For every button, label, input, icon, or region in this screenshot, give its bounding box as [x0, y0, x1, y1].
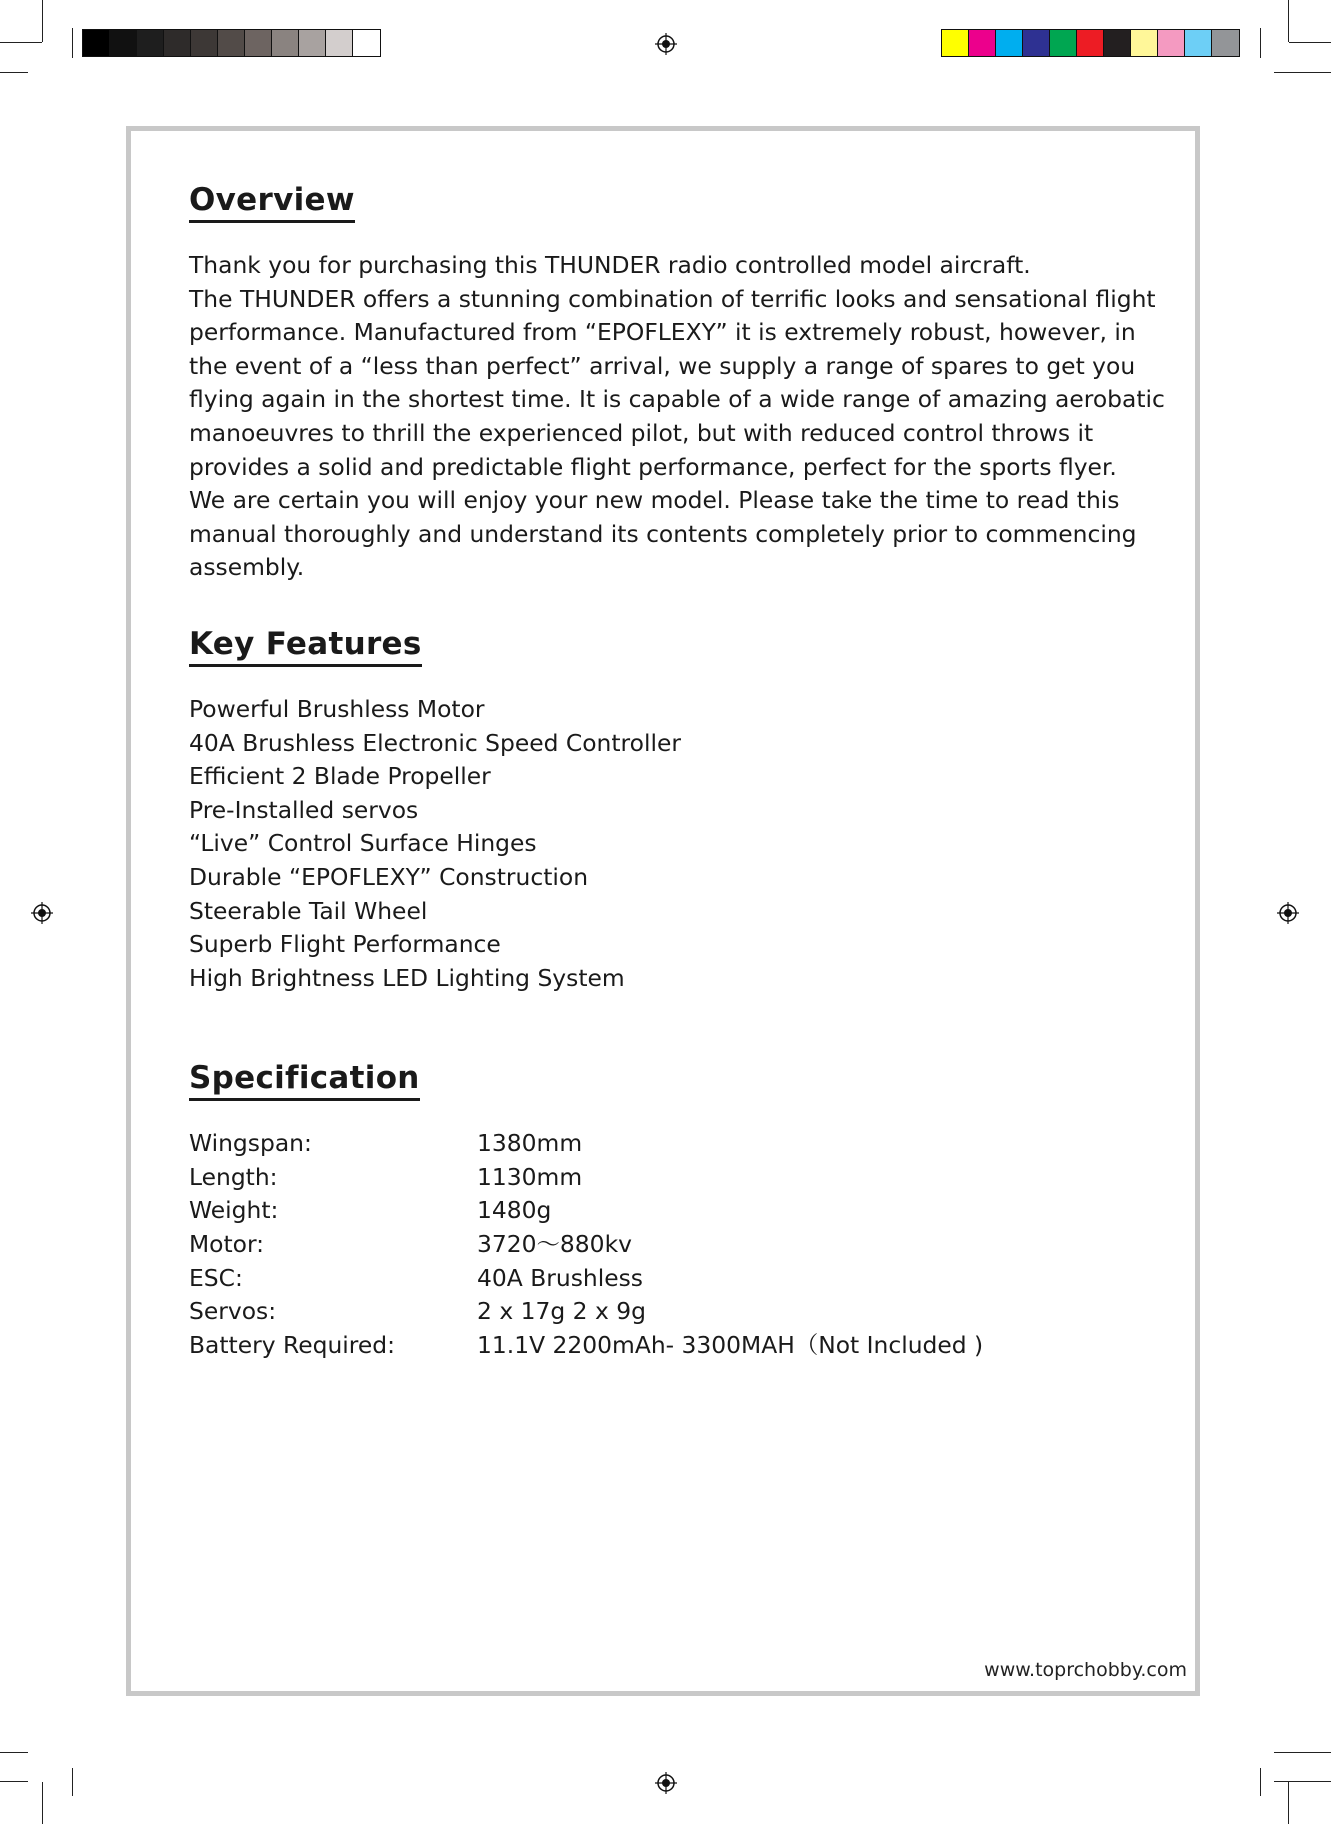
spec-value: 1380mm — [477, 1129, 583, 1158]
crop-mark — [42, 0, 43, 42]
spec-value: 3720～880kv — [477, 1230, 632, 1259]
spec-value: 40A Brushless — [477, 1263, 643, 1292]
overview-line: manual thoroughly and understand its contents completely prior to commencing — [189, 519, 1137, 548]
spec-label: Servos: — [189, 1297, 277, 1326]
overview-line: assembly. — [189, 553, 305, 582]
overview-line: We are certain you will enjoy your new model. Please take the time to read this — [189, 486, 1120, 515]
crop-mark — [0, 72, 28, 73]
specification-heading: Specification — [189, 1059, 420, 1101]
spec-label: Battery Required: — [189, 1330, 395, 1359]
color-swatch — [1050, 30, 1077, 56]
overview-line: The THUNDER offers a stunning combination of terrific looks and sensational flight — [189, 284, 1156, 313]
color-swatch — [942, 30, 969, 56]
key-features-heading: Key Features — [189, 625, 422, 667]
overview-line: the event of a “less than perfect” arrival, we supply a range of spares to get you — [189, 351, 1136, 380]
gray-swatch — [299, 30, 326, 56]
grayscale-calibration-bar — [82, 29, 381, 57]
crop-mark — [1260, 1768, 1261, 1796]
specification-table — [189, 1127, 983, 1362]
overview-heading: Overview — [189, 181, 355, 223]
feature-item: Durable “EPOFLEXY” Construction — [189, 862, 589, 891]
gray-swatch — [191, 30, 218, 56]
feature-item: “Live” Control Surface Hinges — [189, 829, 537, 858]
gray-swatch — [137, 30, 164, 56]
page-content — [189, 181, 1179, 1362]
overview-line: flying again in the shortest time. It is capable of a wide range of amazing aerobatic — [189, 385, 1165, 414]
spec-label: Wingspan: — [189, 1129, 312, 1158]
gray-swatch — [353, 30, 380, 56]
key-features-section — [189, 625, 1179, 995]
crop-mark — [1274, 72, 1331, 73]
spec-row — [189, 1262, 983, 1296]
spec-label: Length: — [189, 1162, 278, 1191]
registration-mark-icon — [655, 1772, 677, 1794]
overview-line: performance. Manufactured from “EPOFLEXY” it is extremely robust, however, in — [189, 318, 1136, 347]
website-url: www.toprchobby.com — [984, 1659, 1187, 1681]
spec-row — [189, 1295, 983, 1329]
overview-section — [189, 181, 1179, 585]
gray-swatch — [110, 30, 137, 56]
feature-list — [189, 693, 1179, 995]
gray-swatch — [164, 30, 191, 56]
gray-swatch — [218, 30, 245, 56]
gray-swatch — [83, 30, 110, 56]
color-swatch — [1104, 30, 1131, 56]
spec-value: 1130mm — [477, 1162, 583, 1191]
spec-row — [189, 1161, 983, 1195]
feature-item: Steerable Tail Wheel — [189, 896, 428, 925]
gray-swatch — [326, 30, 353, 56]
manual-page — [126, 126, 1200, 1696]
spec-label: Motor: — [189, 1230, 265, 1259]
color-swatch — [1077, 30, 1104, 56]
color-calibration-bar — [941, 29, 1240, 57]
overview-paragraph — [189, 249, 1179, 585]
crop-mark — [0, 42, 42, 43]
color-swatch — [996, 30, 1023, 56]
color-swatch — [1158, 30, 1185, 56]
crop-mark — [1274, 1752, 1331, 1753]
crop-mark — [1274, 1781, 1331, 1782]
overview-line: Thank you for purchasing this THUNDER radio controlled model aircraft. — [189, 251, 1031, 279]
spec-label: ESC: — [189, 1263, 243, 1292]
spec-value: 1480g — [477, 1196, 552, 1225]
overview-line: provides a solid and predictable flight performance, perfect for the sports flyer. — [189, 452, 1117, 481]
overview-line: manoeuvres to thrill the experienced pilot, but with reduced control throws it — [189, 418, 1094, 447]
spec-row — [189, 1127, 983, 1161]
crop-mark — [1288, 0, 1289, 42]
crop-mark — [1260, 28, 1261, 58]
feature-item: 40A Brushless Electronic Speed Controller — [189, 728, 681, 757]
feature-item: Superb Flight Performance — [189, 930, 501, 959]
spec-value: 2 x 17g 2 x 9g — [477, 1297, 646, 1326]
feature-item: Pre-Installed servos — [189, 795, 419, 824]
crop-mark — [72, 1768, 73, 1796]
color-swatch — [1131, 30, 1158, 56]
crop-mark — [72, 28, 73, 58]
crop-mark — [0, 1781, 28, 1782]
registration-mark-icon — [655, 33, 677, 55]
spec-row — [189, 1194, 983, 1228]
color-swatch — [1023, 30, 1050, 56]
feature-item: Powerful Brushless Motor — [189, 694, 485, 723]
registration-mark-icon — [1277, 902, 1299, 924]
spec-row — [189, 1228, 983, 1262]
gray-swatch — [272, 30, 299, 56]
feature-item: High Brightness LED Lighting System — [189, 963, 625, 992]
spec-label: Weight: — [189, 1196, 279, 1225]
crop-mark — [42, 1782, 43, 1824]
specification-section — [189, 1059, 1179, 1362]
crop-mark — [1288, 1782, 1289, 1824]
spec-row — [189, 1329, 983, 1363]
crop-mark — [0, 1752, 28, 1753]
spec-value: 11.1V 2200mAh- 3300MAH（Not Included ) — [477, 1330, 984, 1359]
gray-swatch — [245, 30, 272, 56]
crop-mark — [1289, 42, 1331, 43]
color-swatch — [1212, 30, 1239, 56]
color-swatch — [969, 30, 996, 56]
color-swatch — [1185, 30, 1212, 56]
registration-mark-icon — [31, 902, 53, 924]
feature-item: Efficient 2 Blade Propeller — [189, 762, 491, 791]
